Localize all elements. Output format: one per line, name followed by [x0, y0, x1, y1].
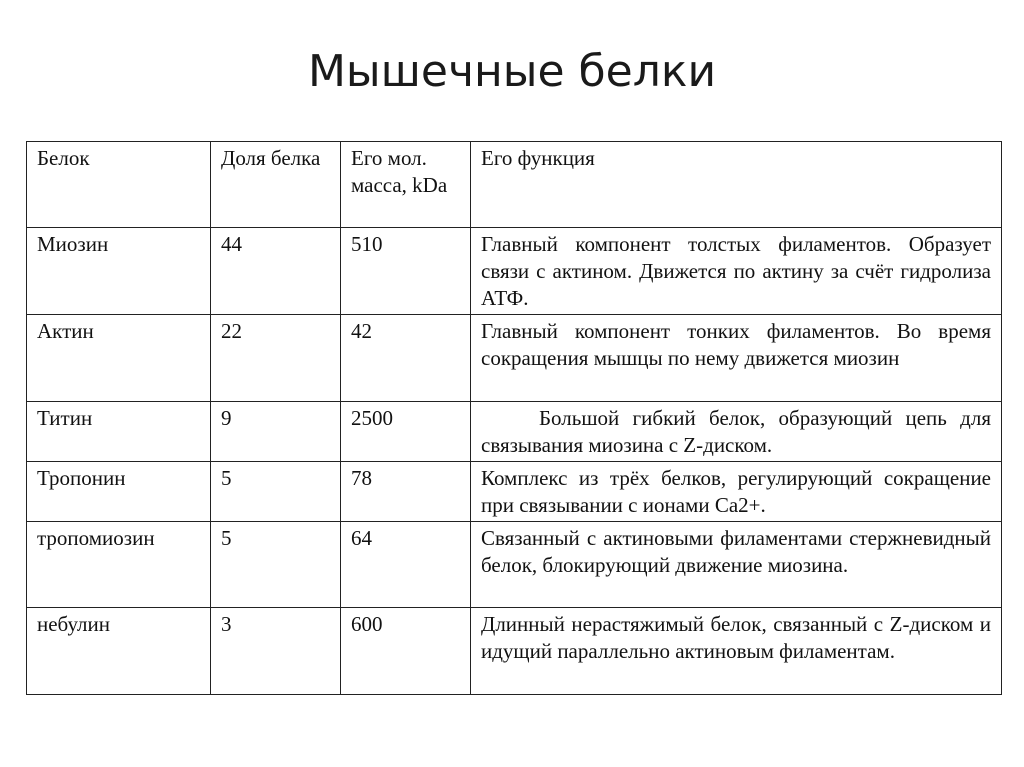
table-row — [27, 228, 1002, 315]
protein-share: 44 — [211, 228, 341, 315]
protein-function: Комплекс из трёх белков, регулирующий сокращение при связывании с ионами Ca2+. — [471, 462, 1002, 522]
protein-mass: 600 — [341, 608, 471, 695]
table-row — [27, 462, 1002, 522]
protein-function: Большой гибкий белок, образующий цепь для связывания миозина с Z-диском. — [471, 402, 1002, 462]
slide-title: Мышечные белки — [307, 46, 717, 97]
protein-function: Связанный с актиновыми филаментами стержневидный белок, блокирующий движение миозина. — [471, 522, 1002, 608]
protein-name: Миозин — [27, 228, 211, 315]
protein-mass: 42 — [341, 315, 471, 402]
protein-function: Главный компонент тонких филаментов. Во время сокращения мышцы по нему движется миозин — [471, 315, 1002, 402]
table-row — [27, 608, 1002, 695]
table-header-row — [27, 142, 1002, 228]
protein-mass: 64 — [341, 522, 471, 608]
protein-function: Длинный нерастяжимый белок, связанный с Z-диском и идущий параллельно актиновым филаментам. — [471, 608, 1002, 695]
protein-share: 5 — [211, 522, 341, 608]
table-row — [27, 315, 1002, 402]
protein-function: Главный компонент толстых филаментов. Образует связи с актином. Движется по актину за счёт гидролиза АТФ. — [471, 228, 1002, 315]
muscle-proteins-table — [26, 141, 1002, 695]
protein-share: 22 — [211, 315, 341, 402]
protein-mass: 2500 — [341, 402, 471, 462]
table-row — [27, 402, 1002, 462]
protein-name: небулин — [27, 608, 211, 695]
header-protein: Белок — [27, 142, 211, 228]
protein-name: Актин — [27, 315, 211, 402]
header-mass: Его мол. масса, kDa — [341, 142, 471, 228]
protein-share: 5 — [211, 462, 341, 522]
protein-name: Тропонин — [27, 462, 211, 522]
table-row — [27, 522, 1002, 608]
protein-mass: 510 — [341, 228, 471, 315]
header-share: Доля белка — [211, 142, 341, 228]
header-function: Его функция — [471, 142, 1002, 228]
protein-share: 9 — [211, 402, 341, 462]
protein-name: Титин — [27, 402, 211, 462]
protein-share: 3 — [211, 608, 341, 695]
protein-mass: 78 — [341, 462, 471, 522]
protein-name: тропомиозин — [27, 522, 211, 608]
